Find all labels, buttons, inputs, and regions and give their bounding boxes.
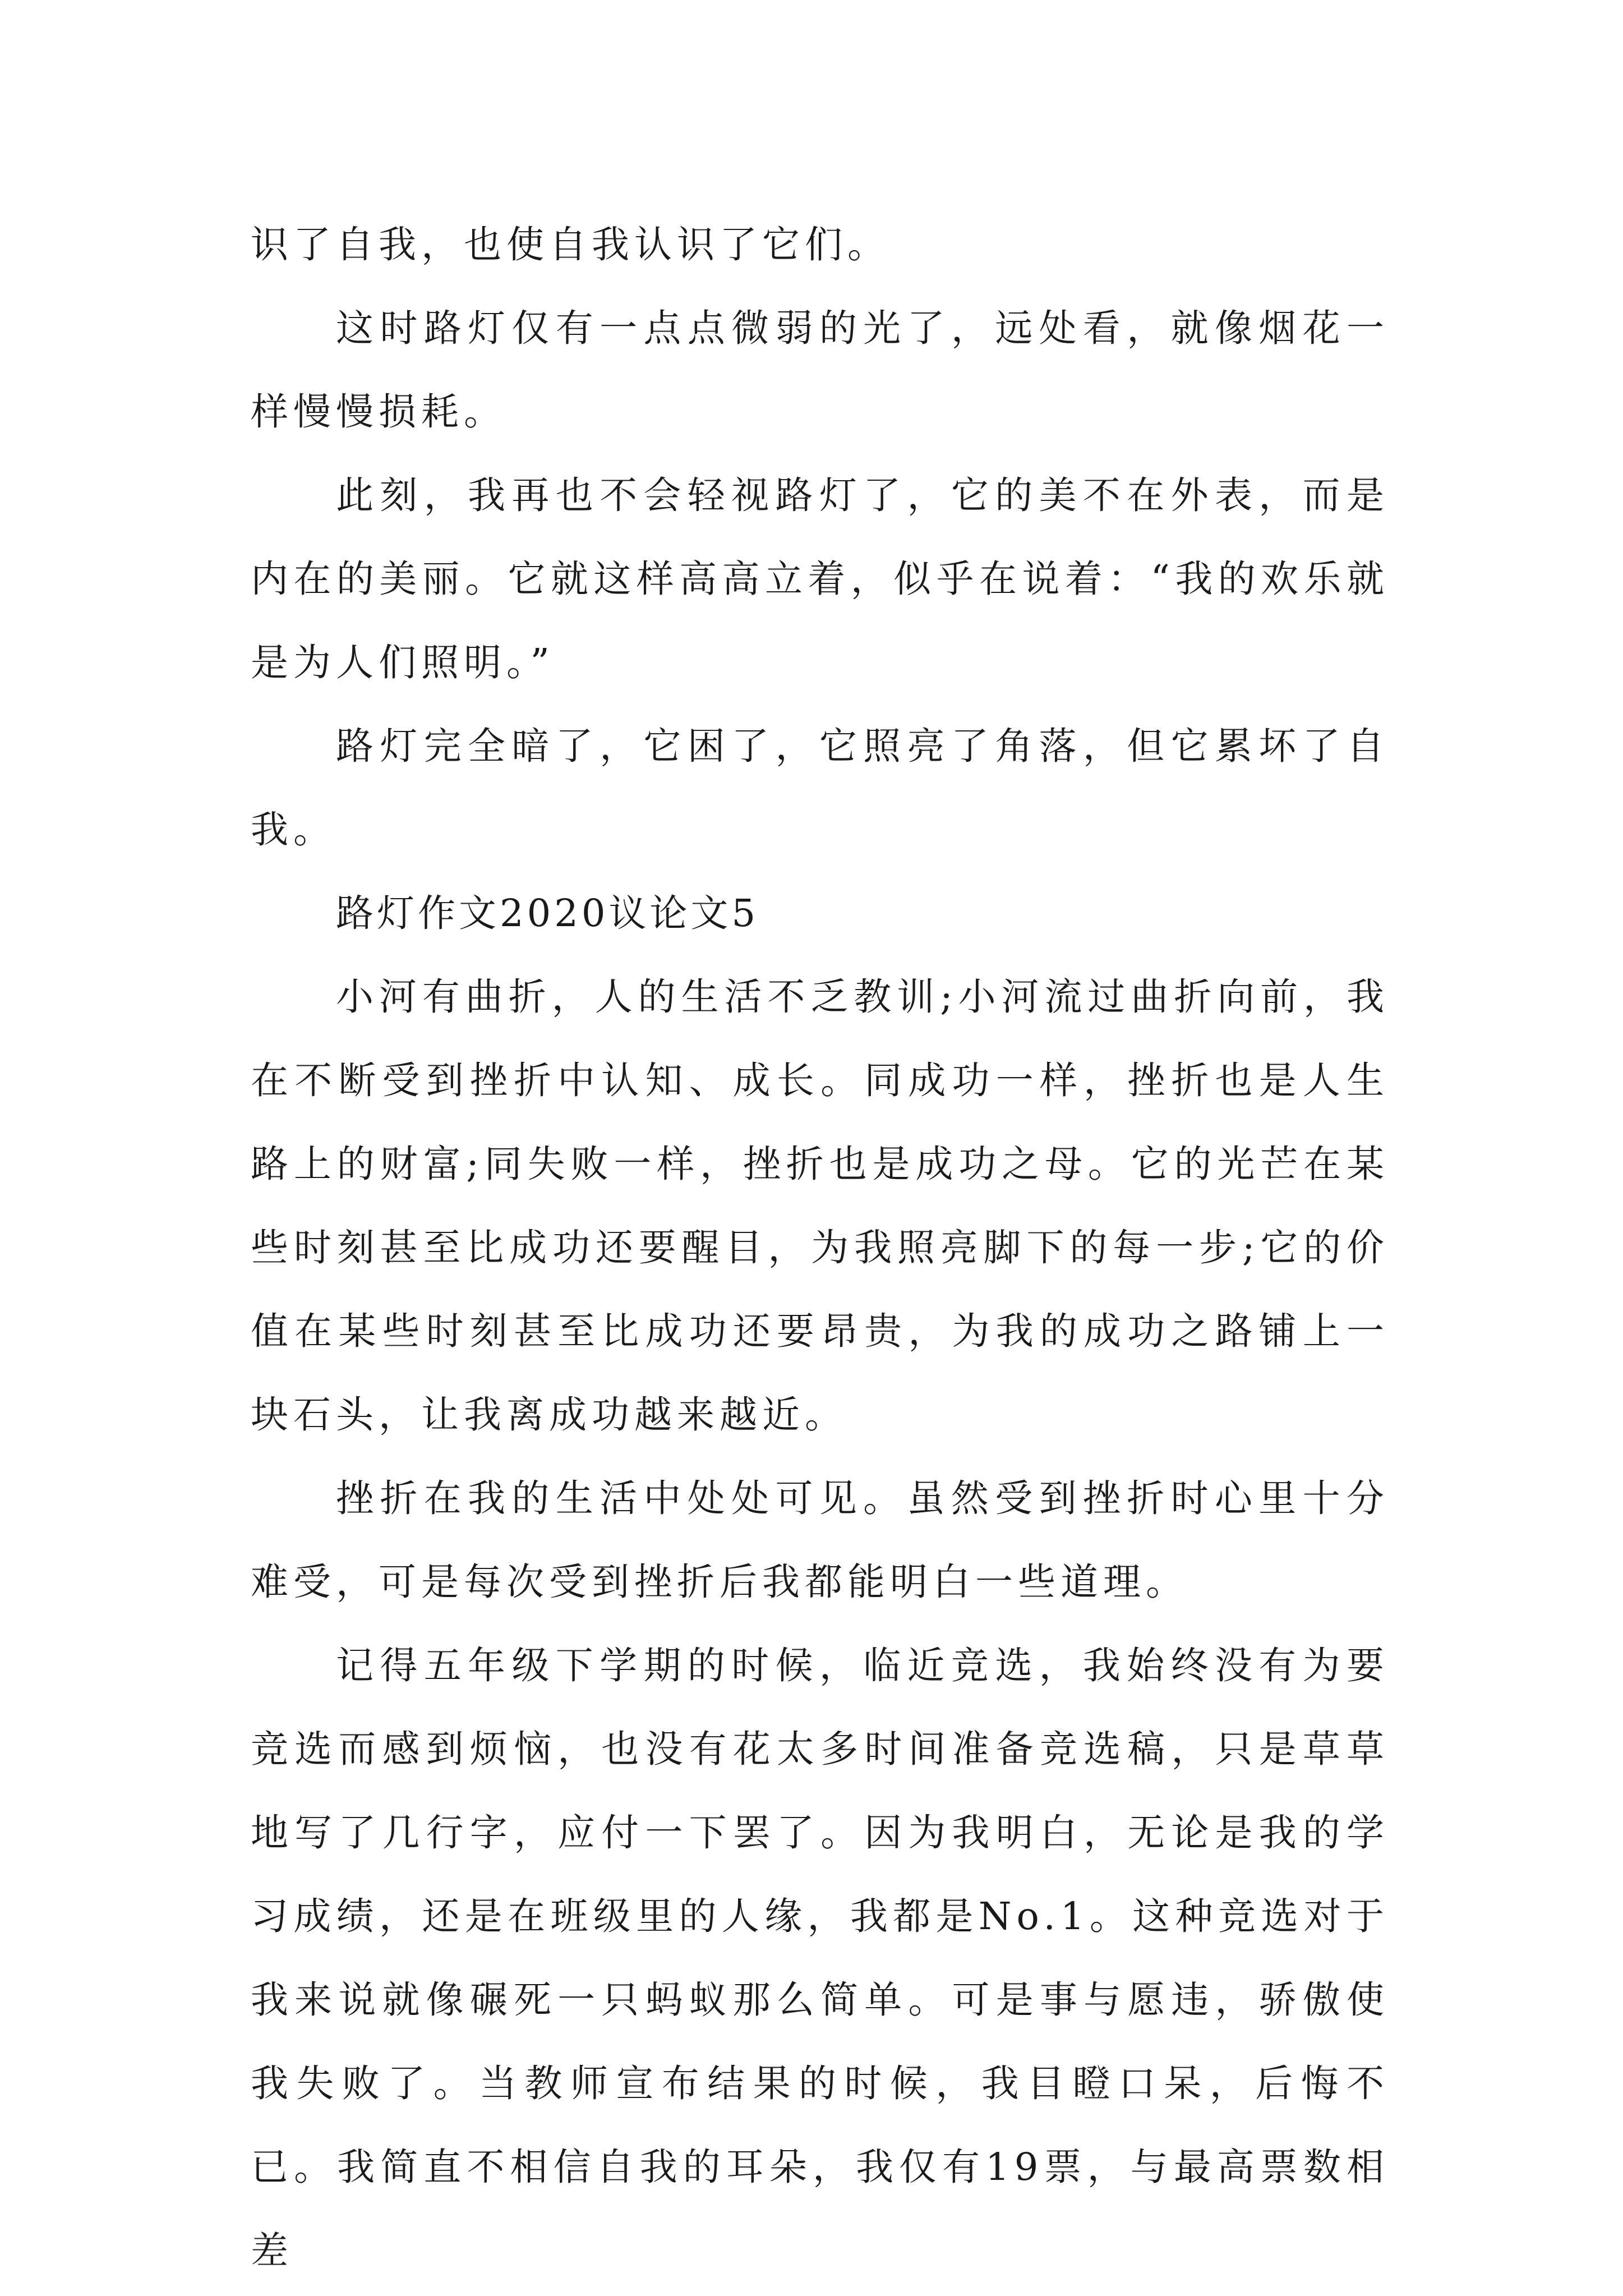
section-heading: 路灯作文2020议论文5 [336,891,759,935]
paragraph-3: 此刻，我再也不会轻视路灯了，它的美不在外表，而是内在的美丽。它就这样高高立着，似乎在说着：“我的欢乐就是为人们照明。” [251,473,1389,684]
paragraph-5: 小河有曲折，人的生活不乏教训;小河流过曲折向前，我在不断受到挫折中认知、成长。同成功一样，挫折也是人生路上的财富;同失败一样，挫折也是成功之母。它的光芒在某些时刻甚至比成功还要醒目，为我照亮脚下的每一步;它的价值在某些时刻甚至比成功还要昂贵，为我的成功之路铺上一块石头，让我离成功越来越近。 [251,975,1389,1437]
paragraph-7: 记得五年级下学期的时候，临近竞选，我始终没有为要竞选而感到烦恼，也没有花太多时间准备竞选稿，只是草草地写了几行字，应付一下罢了。因为我明白，无论是我的学习成绩，还是在班级里的人缘，我都是No.1。这种竞选对于我来说就像碾死一只蚂蚁那么简单。可是事与愿违，骄傲使我失败了。当教师宣布结果的时候，我目瞪口呆，后悔不已。我简直不相信自我的耳朵，我仅有19票，与最高票数相差 [251,1644,1389,2272]
paragraph-4: 路灯完全暗了，它困了，它照亮了角落，但它累坏了自我。 [251,724,1389,852]
paragraph-1: 识了自我，也使自我认识了它们。 [251,223,890,266]
paragraph-6: 挫折在我的生活中处处可见。虽然受到挫折时心里十分难受，可是每次受到挫折后我都能明白一些道理。 [251,1476,1389,1604]
paragraph-2: 这时路灯仅有一点点微弱的光了，远处看，就像烟花一样慢慢损耗。 [251,306,1389,434]
body-text [251,203,1389,2293]
